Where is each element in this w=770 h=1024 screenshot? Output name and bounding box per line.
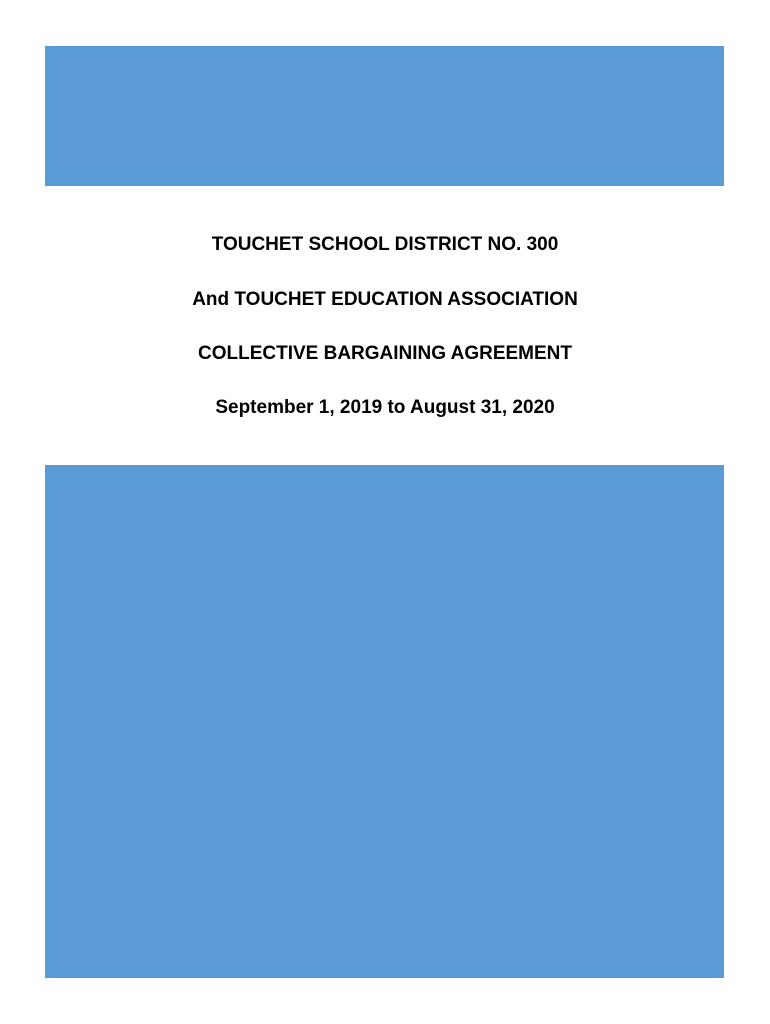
- agreement-title: COLLECTIVE BARGAINING AGREEMENT: [197, 343, 573, 364]
- top-color-band: [45, 46, 724, 186]
- bottom-color-band: [45, 465, 724, 978]
- district-title: TOUCHET SCHOOL DISTRICT NO. 300: [211, 234, 559, 255]
- agreement-date-range: September 1, 2019 to August 31, 2020: [215, 397, 555, 418]
- association-title: And TOUCHET EDUCATION ASSOCIATION: [192, 289, 578, 310]
